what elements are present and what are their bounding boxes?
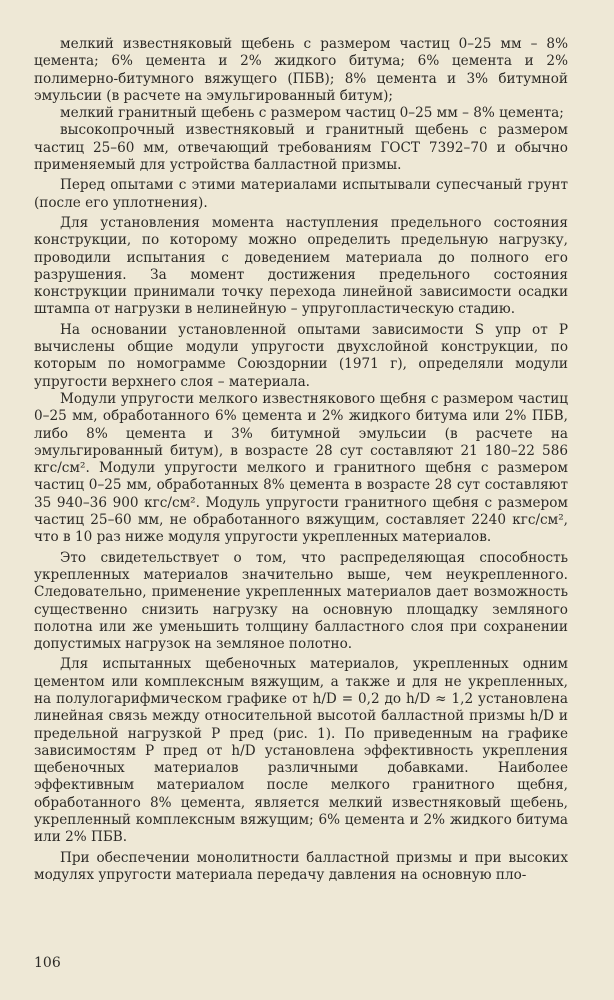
page-number: 106: [34, 955, 61, 971]
paragraph-semilog-graph: Для испытанных щебеночных материалов, укрепленных одним цементом или комплексным вяжущим, а также и для не укрепленных, на полулогарифмическом графике от h/D = 0,2 до h/D ≈ 1,2 установлена линейная связь между относительной высотой балластной призмы h/D и предельной нагрузкой P пред (рис. 1). По приведенным на графике зависимостям P пред от h/D установлена эффективность укрепления щебеночных материалов различными добавками. Наиболее эффективным материалом после мелкого гранитного щебня, обработанного 8% цемента, является мелкий известняковый щебень, укрепленный комплексным вяжущим; 6% цемента и 2% жидкого битума или 2% ПБВ.: [34, 656, 568, 846]
paragraph-elastic-moduli: На основании установленной опытами зависимости S упр от P вычислены общие модули упругости двухслойной конструкции, по которым по номограмме Союздорнии (1971 г), определяли модули упругости верхнего слоя – материала.: [34, 321, 568, 390]
paragraph-distribution: Это свидетельствует о том, что распределяющая способность укрепленных материалов значительно выше, чем неукрепленного. Следовательно, применение укрепленных материалов дает возможность существенно снизить нагрузку на основную площадку земляного полотна или же уменьшить толщину балластного слоя при сохранении допустимых нагрузок на земляное полотно.: [34, 549, 568, 653]
body-text: [34, 36, 568, 884]
paragraph-moduli-values: Модули упругости мелкого известнякового щебня с размером частиц 0–25 мм, обработанного 6% цемента и 2% жидкого битума или 2% ПБВ, либо 8% цемента и 3% битумной эмульсии (в расчете на эмульгированный битум), в возрасте 28 сут составляют 21 180–22 586 кгс/см². Модули упругости мелкого и гранитного щебня с размером частиц 0–25 мм, обработанных 8% цемента в возрасте 28 сут составляют 35 940–36 900 кгс/см². Модуль упругости гранитного щебня с размером частиц 25–60 мм, не обработанного вяжущим, составляет 2240 кгс/см², что в 10 раз ниже модуля упругости укрепленных материалов.: [34, 390, 568, 546]
paragraph-limestone-fine: мелкий известняковый щебень с размером частиц 0–25 мм – 8% цемента; 6% цемента и 2% жидкого битума; 6% цемента и 2% полимерно-битумного вяжущего (ПБВ); 8% цемента и 3% битумной эмульсии (в расчете на эмульгированный битум);: [34, 36, 568, 104]
paragraph-monolith: При обеспечении монолитности балластной призмы и при высоких модулях упругости материала передачу давления на основную пло-: [34, 849, 568, 883]
paragraph-high-strength: высокопрочный известняковый и гранитный щебень с размером частиц 25–60 мм, отвечающий требованиям ГОСТ 7392–70 и обычно применяемый для устройства балластной призмы.: [34, 122, 568, 174]
paragraph-limit-state: Для установления момента наступления предельного состояния конструкции, по которому можно определить предельную нагрузку, проводили испытания с доведением материала до полного его разрушения. За момент достижения предельного состояния конструкции принимали точку перехода линейной зависимости осадки штампа от нагрузки в нелинейную – упругопластическую стадию.: [34, 214, 568, 318]
paragraph-granite-fine: мелкий гранитный щебень с размером частиц 0–25 мм – 8% цемента;: [60, 105, 564, 122]
paragraph-soil: Перед опытами с этими материалами испытывали супесчаный грунт (после его уплотнения).: [34, 177, 568, 211]
